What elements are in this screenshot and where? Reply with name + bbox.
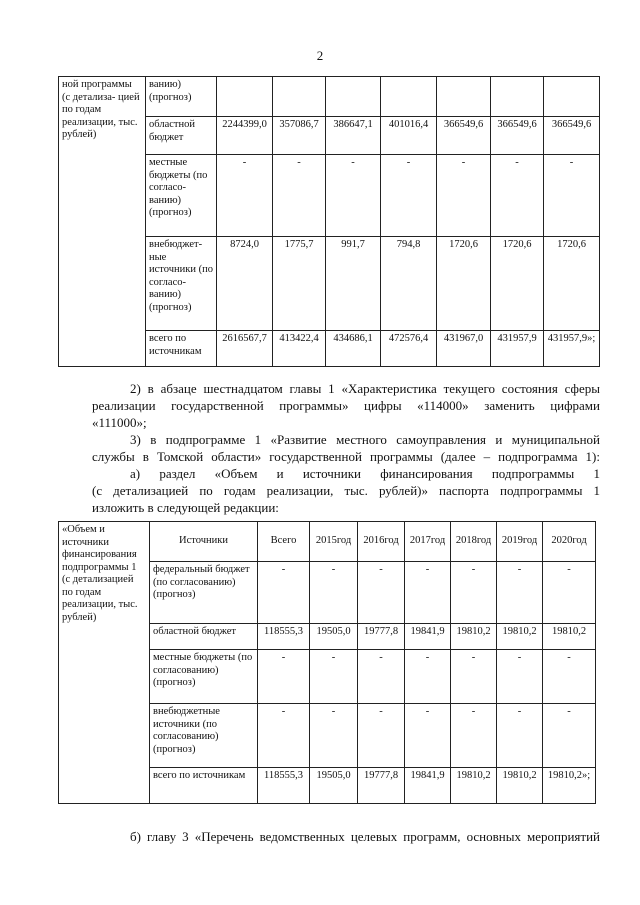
text-line: б) главу 3 «Перечень ведомственных целевых программ, основных мероприятий [130,829,600,844]
table-header-row [59,522,596,562]
value-cell: 1720,6 [544,237,600,331]
source-cell [150,768,258,804]
table2-col1-label [59,522,150,804]
text-line: год [476,535,492,547]
text-line: федеральный [153,564,213,575]
text-line: реализации государственной программы» цифры «114000» заменить цифрами [92,398,600,413]
value-cell [326,77,381,117]
table-row [59,77,600,117]
source-cell [150,704,258,768]
value-cell: - [358,650,405,704]
value-cell: - [451,562,497,624]
text-line: тыс. рублей) [62,599,138,623]
text-line: по годам [62,586,102,598]
text-line: «Объем [62,524,97,535]
text-line: местные бюджеты [153,652,236,663]
text-line: (по согласо- [149,169,208,193]
text-line: 2016 [363,535,385,547]
value-cell: 19505,0 [310,624,358,650]
page-number: 2 [316,48,324,63]
value-cell: 386647,1 [326,117,381,155]
value-cell: 472576,4 [381,331,437,367]
text-line: областной бюджет [153,626,236,637]
value-cell: 366549,6 [544,117,600,155]
paragraph-b [92,828,600,845]
text-line: а) раздел «Объем и источники финансирования подпрограммы 1 [130,466,600,481]
value-cell: 8724,0 [217,237,273,331]
text-line: (по согласо- [149,264,213,288]
paragraph-3 [92,431,600,465]
text-line: 2) в абзаце шестнадцатом главы 1 «Характеристика текущего состояния сферы [130,381,600,396]
value-cell [544,77,600,117]
text-line: источники [149,264,196,275]
value-cell: 118555,3 [258,768,310,804]
header-year [451,522,497,562]
header-year [543,522,596,562]
value-cell: 19777,8 [358,624,405,650]
text-line: областной [149,119,195,130]
value-cell: 794,8 [381,237,437,331]
text-line: (с детализацией [62,574,134,585]
table-continued-financing [58,76,600,367]
text-line: программы [81,79,132,90]
source-cell [150,624,258,650]
text-line: (прогноз) [149,91,192,103]
text-line: 2018 [455,535,477,547]
value-cell [381,77,437,117]
value-cell: 19810,2 [451,768,497,804]
value-cell: 366549,6 [491,117,544,155]
source-cell [146,331,217,367]
text-line: ванию) [149,289,182,300]
value-cell [217,77,273,117]
text-line: ванию) [149,194,182,206]
header-year [310,522,358,562]
header-year [358,522,405,562]
value-cell: - [497,562,543,624]
value-cell: 19810,2 [451,624,497,650]
text-line: (прогноз) [153,589,196,600]
text-line: тыс. рублей) [62,116,138,140]
text-line: год [572,535,587,547]
value-cell: - [543,650,596,704]
text-line: внебюджет- [149,239,203,250]
value-cell: 118555,3 [258,624,310,650]
header-total: Всего [258,522,310,562]
text-line: (по согласованию) [153,652,253,676]
source-cell [146,77,217,117]
source-cell [146,155,217,237]
value-cell: 19505,0 [310,768,358,804]
header-year [497,522,543,562]
source-cell [146,117,217,155]
text-line: 2015 [315,535,337,547]
value-cell: 19810,2»; [543,768,596,804]
value-cell: 2244399,0 [217,117,273,155]
text-line: год [336,535,352,547]
value-cell: - [543,562,596,624]
text-line: местные [149,157,188,168]
text-line: финансирования [62,549,137,560]
text-line: ные [149,251,167,263]
text-line: подпрограммы 1 [62,561,137,573]
text-line: всего по [153,770,191,781]
value-cell: - [451,704,497,768]
source-cell [150,650,258,704]
value-cell: - [405,562,451,624]
value-cell: 991,7 [326,237,381,331]
text-line: (прогноз) [153,677,196,688]
text-line: бюджеты [149,169,191,181]
value-cell: - [405,704,451,768]
value-cell: 1720,6 [491,237,544,331]
value-cell: 431967,0 [437,331,491,367]
value-cell: - [381,155,437,237]
text-line: год [384,535,399,547]
value-cell: 366549,6 [437,117,491,155]
value-cell: - [405,650,451,704]
text-line: бюджет [215,564,250,575]
value-cell: 357086,7 [273,117,326,155]
source-cell [146,237,217,331]
value-cell: 19841,9 [405,768,451,804]
value-cell: 1720,6 [437,237,491,331]
text-line: 2019 [501,535,523,547]
value-cell: 2616567,7 [217,331,273,367]
value-cell: 431957,9 [491,331,544,367]
text-line: (по согласованию) [153,576,236,588]
text-line: источникам [149,345,202,357]
text-line: и источники [62,524,109,548]
value-cell: 401016,4 [381,117,437,155]
text-line: ной [62,79,79,90]
value-cell: - [217,155,273,237]
text-line: (прогноз) [149,301,192,313]
value-cell: - [273,155,326,237]
value-cell: 19841,9 [405,624,451,650]
text-line: (по согласованию) [153,718,219,742]
value-cell [491,77,544,117]
header-year [405,522,451,562]
text-line: 2017 [409,535,431,547]
text-line: реализации, [62,599,116,610]
source-cell [150,562,258,624]
text-line: источникам [192,770,246,781]
text-line: 3) в подпрограмме 1 «Развитие местного самоуправления и муниципальной [130,432,600,447]
text-line: год [430,535,446,547]
value-cell: 434686,1 [326,331,381,367]
value-cell: - [258,650,310,704]
value-cell: - [437,155,491,237]
value-cell: - [310,650,358,704]
text-line: изложить в следующей редакции: [92,500,279,515]
table-subprogram-financing [58,521,596,804]
value-cell: - [544,155,600,237]
text-line: бюджет [149,131,184,143]
text-line: службы в Томской области» государственной программы (далее – подпрограмма 1): [92,449,600,464]
value-cell [437,77,491,117]
text-line: (прогноз) [149,207,192,218]
text-line: источники [153,718,200,730]
value-cell: - [358,562,405,624]
value-cell: - [497,704,543,768]
text-line: (с детализа- [62,91,116,103]
header-sources: Источники [150,522,258,562]
text-line: реализации, [62,116,116,128]
text-line: 2020 [551,535,573,547]
paragraph-2 [92,380,600,397]
value-cell: 19810,2 [497,624,543,650]
value-cell [273,77,326,117]
text-line: «111000»; [92,415,147,430]
value-cell: - [258,704,310,768]
paragraph-a [92,465,600,516]
value-cell: - [497,650,543,704]
value-cell: 413422,4 [273,331,326,367]
value-cell: - [451,650,497,704]
text-line: ванию) [149,79,182,90]
text-line: год [522,535,538,547]
text-line: цией по годам [62,91,140,115]
value-cell: - [491,155,544,237]
text-line: всего по [149,333,187,344]
value-cell: - [326,155,381,237]
value-cell: - [358,704,405,768]
value-cell: 1775,7 [273,237,326,331]
paragraph-2-cont [92,397,600,431]
value-cell: 19810,2 [497,768,543,804]
text-line: (с детализацией по годам реализации, тыс. рублей)» паспорта подпрограммы 1 [92,483,600,498]
value-cell: 19810,2 [543,624,596,650]
table1-col1-label [59,77,146,367]
value-cell: - [258,562,310,624]
text-line: внебюджетные [153,706,220,717]
value-cell: - [310,562,358,624]
value-cell: 19777,8 [358,768,405,804]
value-cell: 431957,9»; [544,331,600,367]
value-cell: - [543,704,596,768]
value-cell: - [310,704,358,768]
text-line: (прогноз) [153,743,196,755]
